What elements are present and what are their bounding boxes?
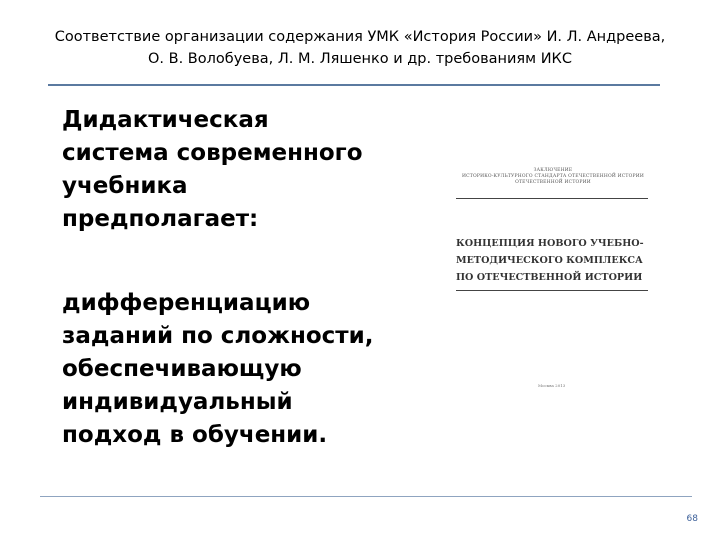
heading-line: система современного (62, 140, 363, 166)
page-number: 68 (686, 514, 698, 524)
point-line: подход в обучении. (62, 422, 328, 448)
cover-footer: Москва 2013 (538, 383, 566, 388)
slide-title-line-2: О. В. Волобуева, Л. М. Ляшенко и др. требованиям ИКС (148, 51, 572, 67)
cover-title-line: ПО ОТЕЧЕСТВЕННОЙ ИСТОРИИ (456, 272, 643, 283)
heading-line: Дидактическая (62, 107, 269, 133)
cover-title-line: МЕТОДИЧЕСКОГО КОМПЛЕКСА (456, 255, 643, 266)
cover-title-line: КОНЦЕПЦИЯ НОВОГО УЧЕБНО- (456, 238, 644, 249)
point-line: дифференциацию (62, 290, 311, 316)
slide-title (30, 26, 690, 70)
cover-header-line: ИСТОРИКО-КУЛЬТУРНОГО СТАНДАРТА ОТЕЧЕСТВЕННОЙ ИСТОРИИ (462, 174, 644, 179)
cover-rule-bottom (456, 290, 648, 291)
cover-header (458, 168, 648, 186)
point-line: индивидуальный (62, 389, 293, 415)
slide-title-line-1: Соответствие организации содержания УМК «История России» И. Л. Андреева, (54, 29, 666, 45)
cover-header-line: ОТЕЧЕСТВЕННОЙ ИСТОРИИ (515, 180, 591, 185)
cover-title (456, 235, 648, 286)
cover-rule-top (456, 198, 648, 199)
point-line: обеспечивающую (62, 356, 302, 382)
title-divider (48, 84, 660, 86)
cover-header-line: ЗАКЛЮЧЕНИЕ (533, 168, 573, 173)
slide-body (62, 104, 422, 452)
heading-line: учебника (62, 173, 188, 199)
footer-divider (40, 496, 692, 497)
point-line: заданий по сложности, (62, 323, 374, 349)
heading-line: предполагает: (62, 206, 259, 232)
spacer (62, 236, 422, 287)
document-cover-image (448, 150, 656, 390)
